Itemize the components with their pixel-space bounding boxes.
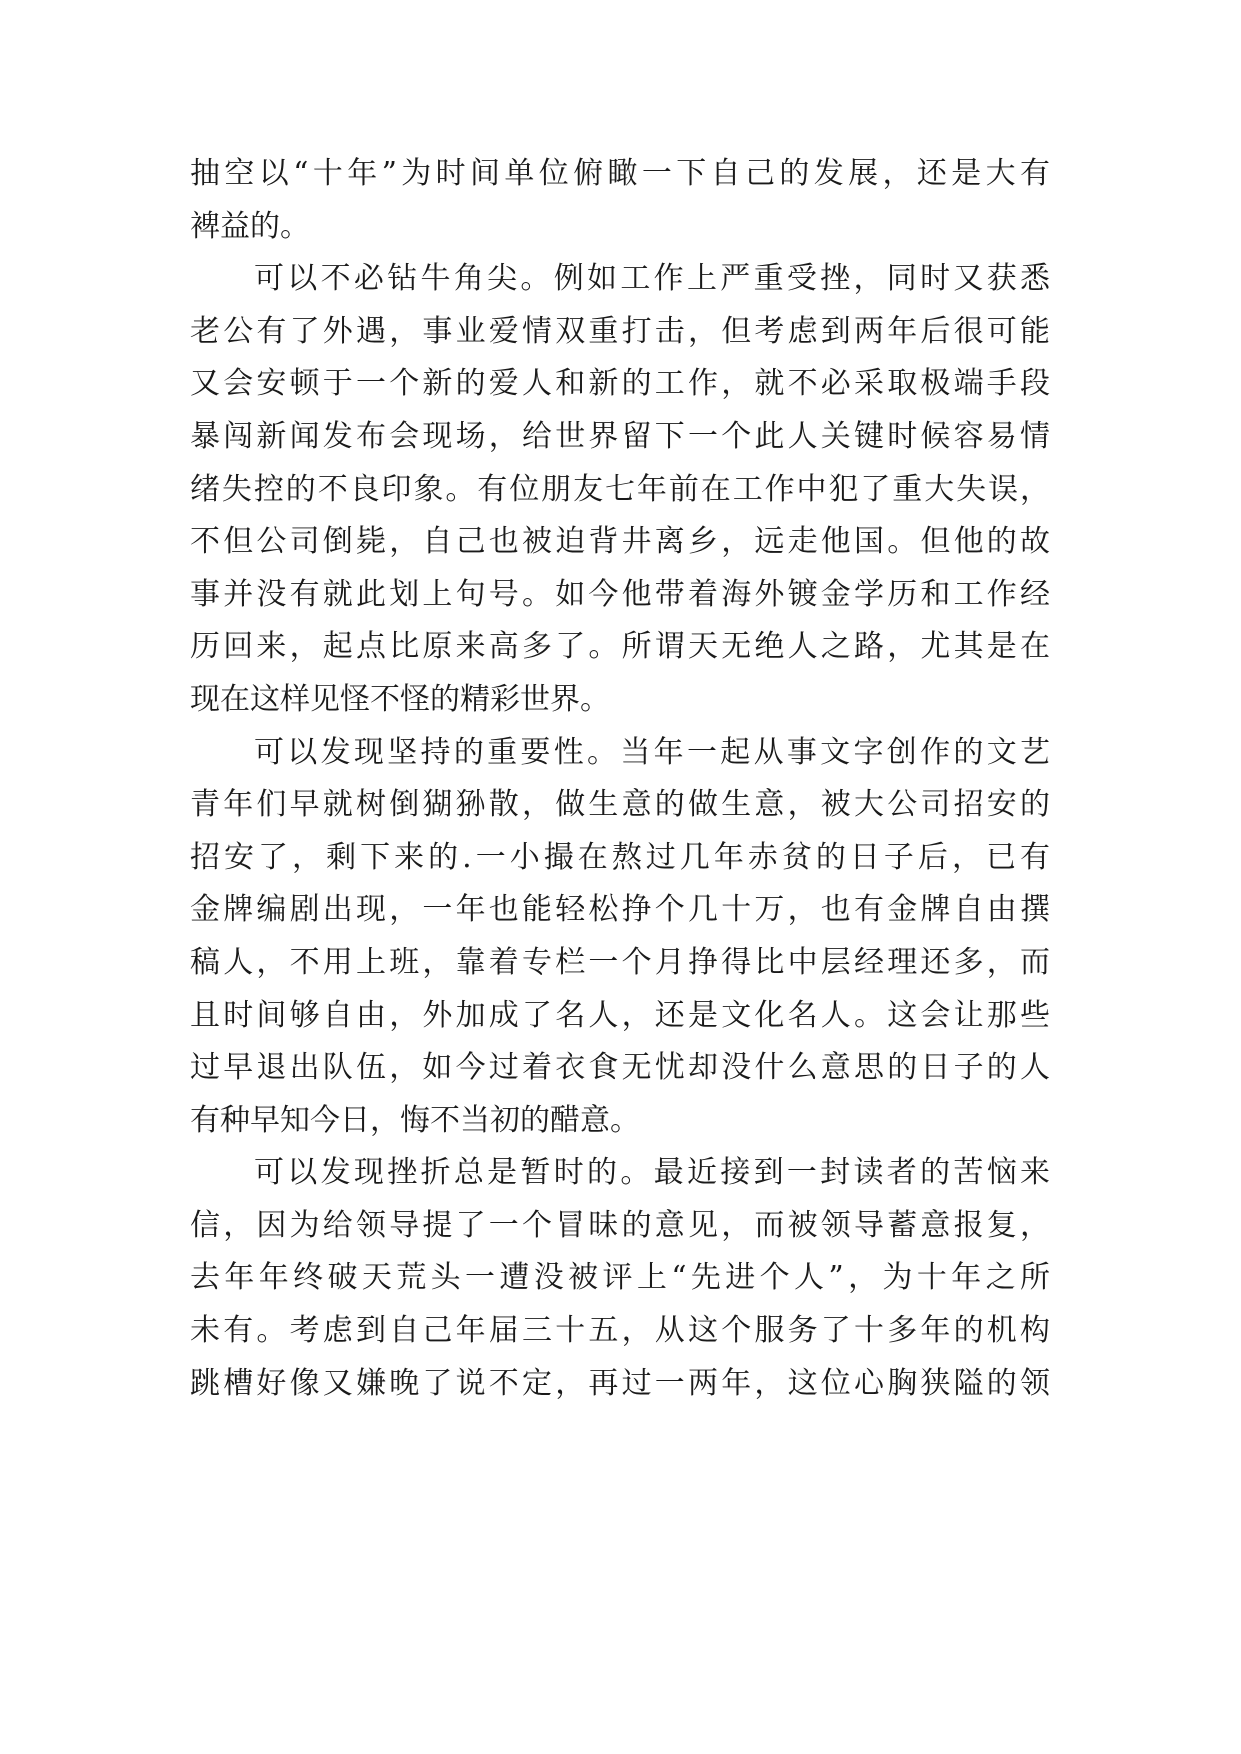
- text-line: 有种早知今日，悔不当初的醋意。: [190, 1102, 640, 1138]
- text-line: 不但公司倒毙，自己也被迫背井离乡，远走他国。但他的故: [190, 524, 1050, 560]
- text-line: 未有。考虑到自己年届三十五，从这个服务了十多年的机构: [190, 1313, 1050, 1349]
- text-line: 青年们早就树倒猢狲散，做生意的做生意，被大公司招安的: [190, 787, 1050, 823]
- text-line: 去年年终破天荒头一遭没被评上“先进个人”，为十年之所: [190, 1260, 1050, 1296]
- text-line: 抽空以“十年”为时间单位俯瞰一下自己的发展，还是大有: [190, 156, 1050, 191]
- paragraph-first-line: 可以不必钻牛角尖。例如工作上严重受挫，同时又获悉: [254, 261, 1050, 297]
- text-line: 金牌编剧出现，一年也能轻松挣个几十万，也有金牌自由撰: [190, 892, 1050, 928]
- paragraph-first-line: 可以发现挫折总是暂时的。最近接到一封读者的苦恼来: [254, 1155, 1050, 1191]
- text-line: 老公有了外遇，事业爱情双重打击，但考虑到两年后很可能: [190, 313, 1050, 349]
- text-line: 且时间够自由，外加成了名人，还是文化名人。这会让那些: [190, 997, 1050, 1033]
- text-line: 裨益的。: [190, 208, 310, 244]
- text-line: 过早退出队伍，如今过着衣食无忧却没什么意思的日子的人: [190, 1050, 1050, 1086]
- paragraph-first-line: 可以发现坚持的重要性。当年一起从事文字创作的文艺: [254, 734, 1050, 770]
- text-line: 现在这样见怪不怪的精彩世界。: [190, 681, 610, 717]
- text-line: 事并没有就此划上句号。如今他带着海外镀金学历和工作经: [190, 576, 1050, 612]
- document-body: [190, 148, 1050, 1410]
- text-line: 招安了，剩下来的.一小撮在熬过几年赤贫的日子后，已有: [190, 839, 1050, 875]
- text-line: 跳槽好像又嫌晚了说不定，再过一两年，这位心胸狭隘的领: [190, 1365, 1050, 1401]
- text-line: 信，因为给领导提了一个冒昧的意见，而被领导蓄意报复，: [190, 1207, 1050, 1243]
- text-line: 稿人，不用上班，靠着专栏一个月挣得比中层经理还多，而: [190, 944, 1050, 980]
- text-line: 历回来，起点比原来高多了。所谓天无绝人之路，尤其是在: [190, 629, 1050, 665]
- text-line: 暴闯新闻发布会现场，给世界留下一个此人关键时候容易情: [190, 418, 1050, 454]
- text-line: 又会安顿于一个新的爱人和新的工作，就不必采取极端手段: [190, 366, 1050, 402]
- text-line: 绪失控的不良印象。有位朋友七年前在工作中犯了重大失误，: [190, 471, 1050, 507]
